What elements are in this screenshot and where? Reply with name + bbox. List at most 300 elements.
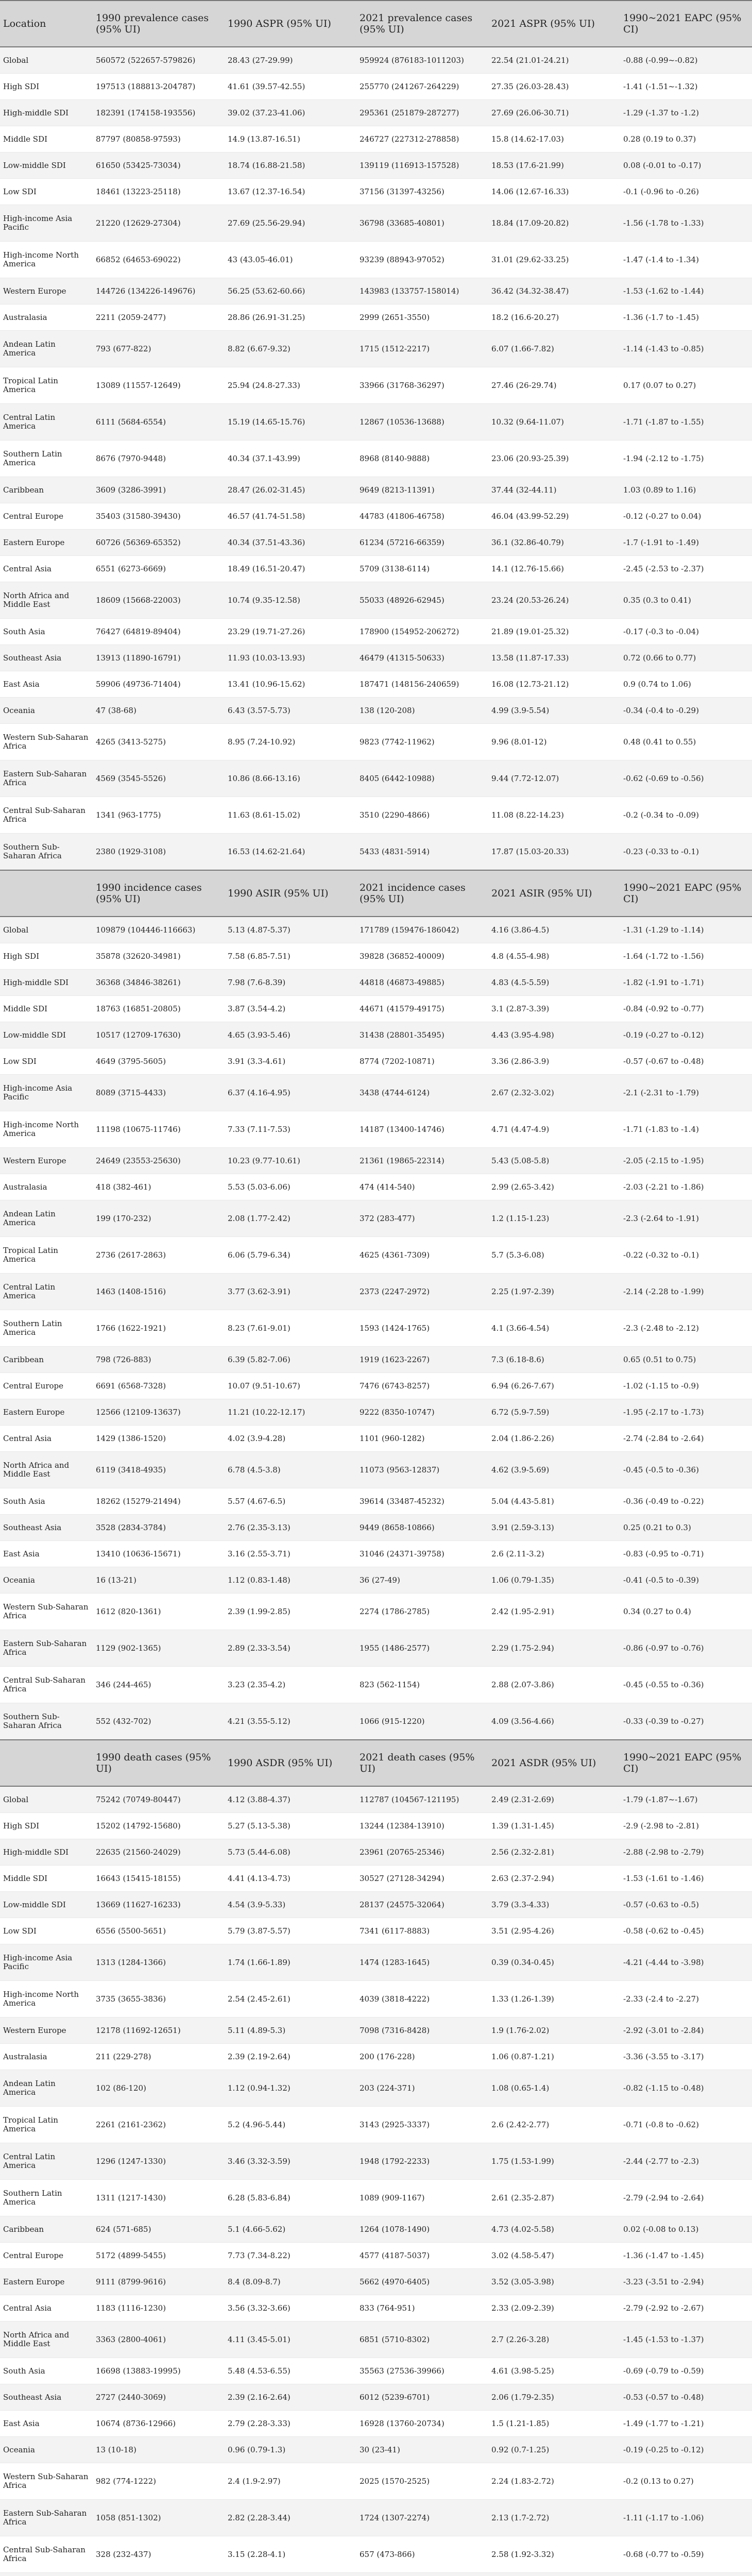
value-cell: 15.19 (14.65-15.76) [225,404,356,440]
value-cell: 5.27 (5.13-5.38) [225,1813,356,1839]
location-cell: Central Sub-Saharan Africa [0,2536,93,2573]
value-cell: 4.41 (4.13-4.73) [225,1866,356,1892]
value-cell: 1.2 (1.15-1.23) [488,1200,620,1237]
column-header: 2021 ASPR (95% UI) [488,1,620,47]
value-cell: 833 (764-951) [356,2295,488,2321]
value-cell: 1.75 (1.53-1.99) [488,2143,620,2180]
value-cell: 18.74 (16.88-21.58) [225,152,356,179]
value-cell: 39.02 (37.23-41.06) [225,100,356,126]
location-cell: South Asia [0,1488,93,1515]
table-row [0,1048,752,1075]
table-row [0,797,752,834]
table-row [0,331,752,367]
value-cell: 46479 (41315-50633) [356,645,488,671]
value-cell: 2261 (2161-2362) [93,2107,225,2143]
value-cell: 2211 (2059-2477) [93,304,225,331]
location-cell: Western Europe [0,278,93,304]
table-row [0,724,752,760]
value-cell: -0.22 (-0.32 to -0.1) [620,1237,752,1274]
value-cell: -1.31 (-1.29 to -1.14) [620,917,752,943]
value-cell: 15202 (14792-15680) [93,1813,225,1839]
value-cell: 2.54 (2.45-2.61) [225,1981,356,2018]
value-cell: 37.44 (32-44.11) [488,477,620,503]
value-cell: 4.09 (3.56-4.66) [488,1703,620,1740]
value-cell: 2.6 (2.42-2.77) [488,2107,620,2143]
value-cell: 2380 (1929-3108) [93,834,225,871]
value-cell: 75242 (70749-80447) [93,1786,225,1813]
column-header: 1990 ASDR (95% UI) [225,1740,356,1786]
table-row [0,100,752,126]
value-cell: 61650 (53425-73034) [93,152,225,179]
value-cell: 2.76 (2.35-3.13) [225,1515,356,1541]
table-row [0,2243,752,2269]
value-cell: 798 (726-883) [93,1347,225,1373]
value-cell: 418 (382-461) [93,1174,225,1200]
value-cell: 6.39 (5.82-7.06) [225,1347,356,1373]
value-cell: 2.88 (2.07-3.86) [488,1667,620,1703]
value-cell: 552 (432-702) [93,1703,225,1740]
value-cell: 9823 (7742-11962) [356,724,488,760]
value-cell: 21.89 (19.01-25.32) [488,619,620,645]
table-row [0,242,752,278]
value-cell: 41.61 (39.57-42.55) [225,74,356,100]
value-cell: 13.58 (11.87-17.33) [488,645,620,671]
value-cell: 27.69 (26.06-30.71) [488,100,620,126]
location-cell: Australasia [0,304,93,331]
value-cell: 3.79 (3.3-4.33) [488,1892,620,1918]
table-row [0,477,752,503]
table-row [0,1075,752,1111]
location-cell: Eastern Europe [0,530,93,556]
value-cell: 28.47 (26.02-31.45) [225,477,356,503]
value-cell: 11.63 (8.61-15.02) [225,797,356,834]
value-cell: 4.1 (3.66-4.54) [488,1310,620,1347]
value-cell: 823 (562-1154) [356,1667,488,1703]
value-cell: 36 (27-49) [356,1567,488,1594]
table-row [0,1981,752,2018]
value-cell: 18609 (15668-22003) [93,582,225,619]
table-row [0,1944,752,1981]
value-cell: 5433 (4831-5914) [356,834,488,871]
value-cell: 3.52 (3.05-3.98) [488,2269,620,2295]
value-cell: -0.53 (-0.57 to -0.48) [620,2384,752,2411]
value-cell: -0.45 (-0.5 to -0.36) [620,1452,752,1488]
table-row [0,1839,752,1866]
value-cell: -0.19 (-0.25 to -0.12) [620,2437,752,2463]
value-cell: -0.41 (-0.5 to -0.39) [620,1567,752,1594]
value-cell: 10.23 (9.77-10.61) [225,1148,356,1174]
value-cell: -0.12 (-0.27 to 0.04) [620,503,752,530]
value-cell: 14187 (13400-14746) [356,1111,488,1148]
value-cell: 0.08 (-0.01 to -0.17) [620,152,752,179]
value-cell: 2.25 (1.97-2.39) [488,1274,620,1310]
column-header: 1990 death cases (95% UI) [93,1740,225,1786]
value-cell: 4.8 (4.55-4.98) [488,943,620,970]
value-cell: -1.79 (-1.87~-1.67) [620,1786,752,1813]
value-cell: 5.7 (5.3-6.08) [488,1237,620,1274]
location-cell: High-income Asia Pacific [0,205,93,242]
location-cell: Eastern Sub-Saharan Africa [0,760,93,797]
value-cell: 7.73 (7.34-8.22) [225,2243,356,2269]
location-cell: Andean Latin America [0,2070,93,2107]
location-cell: Central Latin America [0,404,93,440]
value-cell: -1.7 (-1.91 to -1.49) [620,530,752,556]
value-cell: 1.12 (0.94-1.32) [225,2070,356,2107]
value-cell: 4.16 (3.86-4.5) [488,917,620,943]
location-cell: Low SDI [0,179,93,205]
value-cell: 6556 (5500-5651) [93,1918,225,1944]
value-cell: 4.73 (4.02-5.58) [488,2216,620,2243]
location-cell: Central Europe [0,2243,93,2269]
value-cell: 4.61 (3.98-5.25) [488,2358,620,2384]
value-cell: 6851 (5710-8302) [356,2321,488,2358]
value-cell: 40.34 (37.1-43.99) [225,440,356,477]
value-cell: 2.79 (2.28-3.33) [225,2411,356,2437]
table-row [0,2358,752,2384]
value-cell: 11073 (9563-12837) [356,1452,488,1488]
value-cell: 560572 (522657-579826) [93,47,225,74]
value-cell: 6.43 (3.57-5.73) [225,698,356,724]
location-cell: Middle SDI [0,126,93,152]
value-cell: -1.45 (-1.53 to -1.37) [620,2321,752,2358]
value-cell: 1948 (1792-2233) [356,2143,488,2180]
value-cell: 2.63 (2.37-2.94) [488,1866,620,1892]
value-cell: -0.71 (-0.8 to -0.62) [620,2107,752,2143]
value-cell: 36.42 (34.32-38.47) [488,278,620,304]
value-cell: -3.36 (-3.55 to -3.17) [620,2044,752,2070]
value-cell: 11.21 (10.22-12.17) [225,1399,356,1426]
value-cell: 4.21 (3.55-5.12) [225,1703,356,1740]
value-cell: 9649 (8213-11391) [356,477,488,503]
value-cell: -1.36 (-1.47 to -1.45) [620,2243,752,2269]
value-cell: 13913 (11890-16791) [93,645,225,671]
table-row [0,1200,752,1237]
table-row [0,619,752,645]
value-cell: 5662 (4970-6405) [356,2269,488,2295]
table-row [0,996,752,1022]
value-cell: -0.1 (-0.96 to -0.26) [620,179,752,205]
value-cell: -1.53 (-1.62 to -1.44) [620,278,752,304]
value-cell: 13.67 (12.37-16.54) [225,179,356,205]
table-row [0,503,752,530]
table-row [0,1567,752,1594]
value-cell: 3735 (3655-3836) [93,1981,225,2018]
location-cell: Western Europe [0,1148,93,1174]
table-row [0,2070,752,2107]
value-cell: 4.83 (4.5-5.59) [488,970,620,996]
table-row [0,1703,752,1740]
value-cell: 13 (10-18) [93,2437,225,2463]
table-row [0,2536,752,2573]
value-cell: -2.92 (-3.01 to -2.84) [620,2018,752,2044]
value-cell: -2.79 (-2.94 to -2.64) [620,2180,752,2216]
value-cell: -4.21 (-4.44 to -3.98) [620,1944,752,1981]
value-cell: 3.56 (3.32-3.66) [225,2295,356,2321]
column-header: 2021 death cases (95% UI) [356,1740,488,1786]
value-cell [225,2573,356,2576]
value-cell: 2.56 (2.32-2.81) [488,1839,620,1866]
value-cell: 793 (677-822) [93,331,225,367]
value-cell: -0.69 (-0.79 to -0.59) [620,2358,752,2384]
value-cell [356,2573,488,2576]
value-cell: 1.06 (0.87-1.21) [488,2044,620,2070]
value-cell: 5.57 (4.67-6.5) [225,1488,356,1515]
value-cell: 0.28 (0.19 to 0.37) [620,126,752,152]
value-cell: 10517 (12709-17630) [93,1022,225,1048]
value-cell: 13244 (12384-13910) [356,1813,488,1839]
value-cell: 6.28 (5.83-6.84) [225,2180,356,2216]
value-cell: 2373 (2247-2972) [356,1274,488,1310]
value-cell: 16643 (15415-18155) [93,1866,225,1892]
value-cell: 295361 (251879-287277) [356,100,488,126]
value-cell: 2.29 (1.75-2.94) [488,1630,620,1667]
value-cell: 1129 (902-1365) [93,1630,225,1667]
value-cell: 9111 (8799-9616) [93,2269,225,2295]
value-cell: 4.43 (3.95-4.98) [488,1022,620,1048]
value-cell: 1.39 (1.31-1.45) [488,1813,620,1839]
location-cell: Eastern Europe [0,2269,93,2295]
table-row [0,645,752,671]
value-cell: 2.82 (2.28-3.44) [225,2500,356,2536]
value-cell: 2.4 (1.9-2.97) [225,2463,356,2500]
value-cell: 0.72 (0.66 to 0.77) [620,645,752,671]
value-cell: 12867 (10536-13688) [356,404,488,440]
value-cell: 1724 (1307-2274) [356,2500,488,2536]
value-cell: 8676 (7970-9448) [93,440,225,477]
table-row [0,2384,752,2411]
value-cell: 4569 (3545-5526) [93,760,225,797]
value-cell: 2.99 (2.65-3.42) [488,1174,620,1200]
table-row [0,1892,752,1918]
value-cell: 372 (283-477) [356,1200,488,1237]
value-cell: 14.9 (13.87-16.51) [225,126,356,152]
location-cell: South Asia [0,2358,93,2384]
location-cell: Global [0,1786,93,1813]
location-cell: Caribbean [0,1347,93,1373]
table-row [0,278,752,304]
value-cell: 4.65 (3.93-5.46) [225,1022,356,1048]
value-cell: 171789 (159476-186042) [356,917,488,943]
value-cell: 7.3 (6.18-8.6) [488,1347,620,1373]
value-cell: -0.84 (-0.92 to -0.77) [620,996,752,1022]
value-cell: 5.1 (4.66-5.62) [225,2216,356,2243]
value-cell: 1.08 (0.65-1.4) [488,2070,620,2107]
value-cell: -0.2 (-0.34 to -0.09) [620,797,752,834]
column-header: 1990 ASIR (95% UI) [225,870,356,917]
value-cell: 6111 (5684-6554) [93,404,225,440]
table-row [0,970,752,996]
value-cell: 3.87 (3.54-4.2) [225,996,356,1022]
value-cell: 0.9 (0.74 to 1.06) [620,671,752,698]
value-cell: 182391 (174158-193556) [93,100,225,126]
table-row [0,1630,752,1667]
value-cell: 4.99 (3.9-5.54) [488,698,620,724]
value-cell: 59906 (49736-71404) [93,671,225,698]
value-cell: 35403 (31580-39430) [93,503,225,530]
location-cell: Low SDI [0,1918,93,1944]
value-cell: 5.43 (5.08-5.8) [488,1148,620,1174]
value-cell: 8.4 (8.09-8.7) [225,2269,356,2295]
value-cell: 6691 (6568-7328) [93,1373,225,1399]
table-row [0,2321,752,2358]
value-cell: 1766 (1622-1921) [93,1310,225,1347]
value-cell: 1955 (1486-2577) [356,1630,488,1667]
location-cell: High-middle SDI [0,100,93,126]
value-cell: 0.39 (0.34-0.45) [488,1944,620,1981]
table-row [0,2143,752,2180]
value-cell: 0.02 (-0.08 to 0.13) [620,2216,752,2243]
value-cell: 10.32 (9.64-11.07) [488,404,620,440]
value-cell: -0.62 (-0.69 to -0.56) [620,760,752,797]
column-header: 2021 prevalence cases (95% UI) [356,1,488,47]
value-cell: -1.53 (-1.61 to -1.46) [620,1866,752,1892]
value-cell: -1.29 (-1.37 to -1.2) [620,100,752,126]
table-row [0,1373,752,1399]
table-row [0,2044,752,2070]
value-cell: -2.14 (-2.28 to -1.99) [620,1274,752,1310]
value-cell: 1715 (1512-2217) [356,331,488,367]
value-cell: 6012 (5239-6701) [356,2384,488,2411]
value-cell: 47 (38-68) [93,698,225,724]
table-row [0,1111,752,1148]
location-cell: Eastern Sub-Saharan Africa [0,2500,93,2536]
value-cell: 2.08 (1.77-2.42) [225,1200,356,1237]
location-cell: Tropical Latin America [0,1237,93,1274]
value-cell: 17.87 (15.03-20.33) [488,834,620,871]
value-cell: 18763 (16851-20805) [93,996,225,1022]
location-cell: Central Asia [0,1426,93,1452]
value-cell: -0.19 (-0.27 to -0.12) [620,1022,752,1048]
location-cell: Southern Latin America [0,440,93,477]
location-cell: Oceania [0,2437,93,2463]
value-cell: 5.2 (4.96-5.44) [225,2107,356,2143]
value-cell: 3510 (2290-4866) [356,797,488,834]
value-cell: -1.71 (-1.87 to -1.55) [620,404,752,440]
location-cell: High-income North America [0,242,93,278]
value-cell: 8968 (8140-9888) [356,440,488,477]
value-cell: 2736 (2617-2863) [93,1237,225,1274]
value-cell: 44783 (41806-46758) [356,503,488,530]
value-cell: -1.82 (-1.91 to -1.71) [620,970,752,996]
section-header-row [0,1740,752,1786]
value-cell: -1.71 (-1.83 to -1.4) [620,1111,752,1148]
value-cell: 11.93 (10.03-13.93) [225,645,356,671]
value-cell: 5.48 (4.53-6.55) [225,2358,356,2384]
value-cell: -2.05 (-2.15 to -1.95) [620,1148,752,1174]
table-row [0,1515,752,1541]
value-cell: -2.3 (-2.48 to -2.12) [620,1310,752,1347]
location-cell: High SDI [0,1813,93,1839]
value-cell: 55033 (48926-62945) [356,582,488,619]
table-row [0,1399,752,1426]
value-cell: -2.44 (-2.77 to -2.3) [620,2143,752,2180]
value-cell: 3363 (2800-4061) [93,2321,225,2358]
value-cell: 1066 (915-1220) [356,1703,488,1740]
value-cell: 25.94 (24.8-27.33) [225,367,356,404]
table-row [0,2018,752,2044]
value-cell: 6.78 (4.5-3.8) [225,1452,356,1488]
value-cell: 13.41 (10.96-15.62) [225,671,356,698]
table-row [0,126,752,152]
value-cell: 3.36 (2.86-3.9) [488,1048,620,1075]
value-cell: 2025 (1570-2525) [356,2463,488,2500]
value-cell: 46.57 (41.74-51.58) [225,503,356,530]
value-cell: 93239 (88943-97052) [356,242,488,278]
value-cell: 6.94 (6.26-7.67) [488,1373,620,1399]
value-cell: 0.25 (0.21 to 0.3) [620,1515,752,1541]
value-cell: 27.35 (26.03-28.43) [488,74,620,100]
value-cell: 46.04 (43.99-52.29) [488,503,620,530]
value-cell: 199 (170-232) [93,1200,225,1237]
value-cell: -1.41 (-1.51~-1.32) [620,74,752,100]
value-cell: 3.91 (2.59-3.13) [488,1515,620,1541]
value-cell: 5.53 (5.03-6.06) [225,1174,356,1200]
value-cell: 22.54 (21.01-24.21) [488,47,620,74]
value-cell: 0.48 (0.41 to 0.55) [620,724,752,760]
value-cell: 2.67 (2.32-3.02) [488,1075,620,1111]
table-row [0,74,752,100]
value-cell: -1.11 (-1.17 to -1.06) [620,2500,752,2536]
value-cell: 5.13 (4.87-5.37) [225,917,356,943]
column-header [0,1740,93,1786]
value-cell: 139119 (116913-157528) [356,152,488,179]
value-cell: 1058 (851-1302) [93,2500,225,2536]
value-cell: -1.47 (-1.4 to -1.34) [620,242,752,278]
value-cell: 18.53 (17.6-21.99) [488,152,620,179]
value-cell: 60726 (56369-65352) [93,530,225,556]
value-cell: -2.33 (-2.4 to -2.27) [620,1981,752,2018]
location-cell: Southern Sub-Saharan Africa [0,1703,93,1740]
value-cell: 4.71 (4.47-4.9) [488,1111,620,1148]
value-cell [488,2573,620,2576]
section-header-row [0,1,752,47]
value-cell: 6.07 (1.66-7.82) [488,331,620,367]
value-cell: 23.24 (20.53-26.24) [488,582,620,619]
value-cell: 187471 (148156-240659) [356,671,488,698]
value-cell: 44671 (41579-49175) [356,996,488,1022]
value-cell: 22635 (21560-24029) [93,1839,225,1866]
section-header-row [0,870,752,917]
table-row [0,205,752,242]
value-cell: 4649 (3795-5605) [93,1048,225,1075]
table-row [0,671,752,698]
value-cell: 36.1 (32.86-40.79) [488,530,620,556]
value-cell: -0.45 (-0.55 to -0.36) [620,1667,752,1703]
value-cell: 31046 (24371-39758) [356,1541,488,1567]
value-cell: 23.29 (19.71-27.26) [225,619,356,645]
value-cell: 7.58 (6.85-7.51) [225,943,356,970]
value-cell: 27.69 (25.56-29.94) [225,205,356,242]
table-row [0,530,752,556]
value-cell: 13089 (11557-12649) [93,367,225,404]
table-row [0,1813,752,1839]
location-cell: Low-middle SDI [0,1022,93,1048]
value-cell: -3.23 (-3.51 to -2.94) [620,2269,752,2295]
location-cell: Western Sub-Saharan Africa [0,1594,93,1630]
table-row [0,1452,752,1488]
location-cell: High SDI [0,943,93,970]
value-cell: -0.23 (-0.33 to -0.1) [620,834,752,871]
value-cell: 7341 (6117-8883) [356,1918,488,1944]
value-cell: -1.14 (-1.43 to -0.85) [620,331,752,367]
value-cell: 40.34 (37.51-43.36) [225,530,356,556]
table-body [0,1,752,2576]
value-cell: 246727 (227312-278858) [356,126,488,152]
value-cell: -0.83 (-0.95 to -0.71) [620,1541,752,1567]
value-cell: -0.57 (-0.67 to -0.48) [620,1048,752,1075]
value-cell: 3.16 (2.55-3.71) [225,1541,356,1567]
column-header: 1990 ASPR (95% UI) [225,1,356,47]
